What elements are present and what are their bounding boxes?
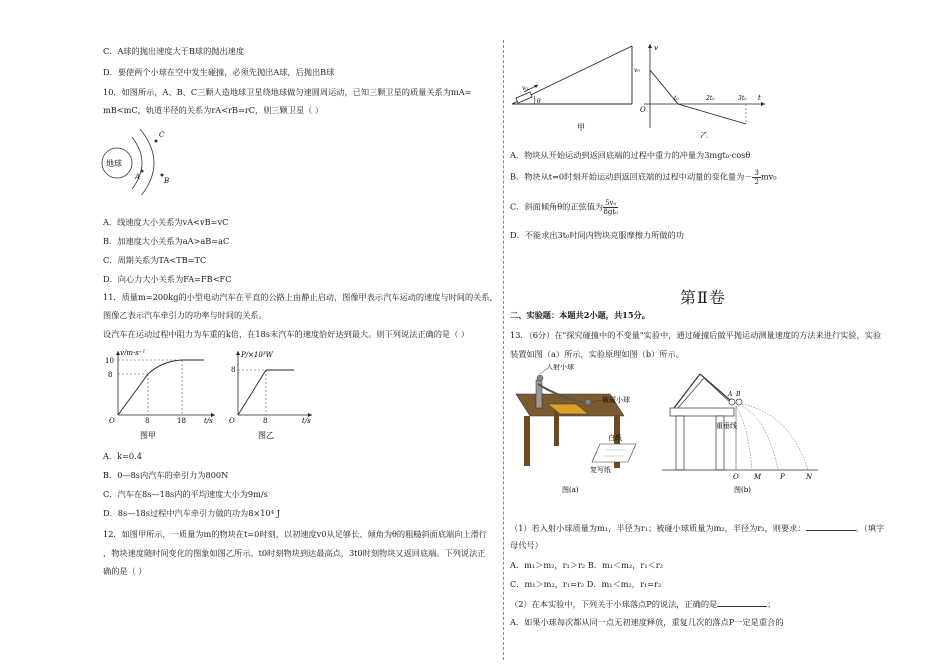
- svg-text:入射小球: 入射小球: [546, 364, 574, 371]
- section-title: 第Ⅱ卷: [680, 288, 726, 307]
- target-ball: [585, 399, 591, 405]
- svg-text:v₀: v₀: [634, 67, 640, 74]
- svg-text:O: O: [640, 106, 646, 114]
- q10-option-b: B．加速度大小关系为aA>aB=aC: [103, 236, 230, 246]
- svg-text:P: P: [780, 473, 785, 481]
- svg-text:P/×10³W: P/×10³W: [241, 351, 273, 359]
- figure-a-apparatus: [510, 364, 650, 496]
- q11-figure-jia: [100, 345, 220, 445]
- svg-text:甲: 甲: [577, 123, 585, 132]
- svg-text:8: 8: [231, 366, 236, 374]
- q12-b-fraction: $\frac{3}{2}$: [754, 169, 759, 186]
- svg-text:8: 8: [145, 417, 150, 425]
- chute-b: [674, 374, 700, 408]
- svg-text:t: t: [758, 94, 761, 102]
- svg-text:B: B: [736, 391, 741, 398]
- svg-text:t₀: t₀: [674, 95, 679, 102]
- svg-text:v: v: [654, 44, 658, 52]
- figure-b-principle: [660, 364, 820, 496]
- q10-option-a: A．线速度大小关系为vA<vB=vC: [103, 217, 229, 227]
- q13-part2-option-a: A．如果小球每次都从同一点无初速度释放，重复几次的落点P一定是重合的: [510, 617, 784, 627]
- q11-stem-line3: 设汽车在运动过程中阻力为车重的k倍，在18s末汽车的速度恰好达到最大。则下列说法正确的是（ ）: [103, 329, 470, 339]
- svg-text:v₀: v₀: [522, 85, 528, 92]
- svg-text:O: O: [109, 417, 115, 425]
- q13-part1-options-cd: C．m₁＞m₂，r₁=r₂ D．m₁＜m₂，r₁=r₂: [510, 579, 662, 589]
- label-a: A: [135, 173, 141, 181]
- svg-text:2t₀: 2t₀: [706, 95, 715, 102]
- label-c: C: [159, 131, 165, 139]
- svg-text:10: 10: [105, 357, 114, 365]
- ball-a: [729, 399, 735, 405]
- svg-text:t/s: t/s: [204, 417, 213, 425]
- q12-option-d: D．不能求出3t₀时间内物块克服摩擦力所做的功: [510, 230, 684, 240]
- q12-option-b: B．物块从t=0时刻开始运动到返回底端的过程中动量的变化量为－ $\frac{3}{2}$ mv₀: [510, 169, 777, 186]
- q12-figure-yi: [630, 38, 770, 138]
- q9-option-d: D．要使两个小球在空中发生碰撞，必须先抛出A球，后抛出B球: [103, 67, 335, 77]
- q12-stem-line2: ，物块速度随时间变化的图象如图乙所示。t0时刻物块到达最高点，3t0时刻物块又返回底端。下列说法正: [103, 548, 486, 558]
- q11-option-c: C．汽车在8s—18s内的平均速度大小为9m/s: [103, 489, 268, 499]
- svg-text:A: A: [728, 391, 733, 398]
- svg-text:8: 8: [108, 371, 113, 379]
- svg-text:18: 18: [177, 417, 186, 425]
- q12-c-fraction: $\frac{\text{5v₀}}{\text{8gt₀}}$: [603, 199, 618, 216]
- q11-figure-yi: [228, 345, 318, 445]
- svg-text:图甲: 图甲: [140, 431, 156, 440]
- q11-option-a: A．k=0.4: [103, 451, 142, 461]
- svg-text:图(b): 图(b): [734, 486, 751, 494]
- q10-option-d: D．向心力大小关系为FA=FB<FC: [103, 274, 232, 284]
- orbit-a: [132, 137, 142, 189]
- svg-text:重垂线: 重垂线: [716, 422, 737, 430]
- svg-text:被碰小球: 被碰小球: [602, 396, 630, 404]
- svg-text:O: O: [229, 417, 235, 425]
- q10-stem-line2: mB<mC，轨道半径的关系为rA<rB=rC，则三颗卫星（ ）: [103, 105, 324, 115]
- q11-option-b: B．0—8s内汽车的牵引力为800N: [103, 470, 229, 480]
- q13-part2: （2）在本实验中，下列关于小球落点P的说法，正确的是 ；: [510, 599, 776, 609]
- q11-stem-line2: 图像乙表示汽车牵引力的功率与时间的关系。: [103, 310, 267, 320]
- svg-text:θ: θ: [537, 98, 541, 105]
- svg-text:M: M: [754, 473, 762, 481]
- column-divider: [503, 40, 504, 660]
- table-board: [670, 408, 734, 416]
- q12-stem-line1: 12．如图甲所示，一质量为m的物块在t=0时刻，以初速度v0从足够长、倾角为θ的粗糙斜面底端向上滑行: [103, 529, 487, 539]
- section2-heading: 二、实验题：本题共2小题，共15分。: [510, 310, 650, 320]
- svg-text:3t₀: 3t₀: [738, 95, 747, 102]
- satellite-c: [155, 140, 158, 143]
- svg-text:复写纸: 复写纸: [590, 466, 611, 474]
- q11-option-d: D．8s—18s过程中汽车牵引力做的功为8×10⁴ J: [103, 508, 280, 518]
- satellite-a: [141, 170, 144, 173]
- q13-part1: （1）若入射小球质量为m₁，半径为r₁；被碰小球质量为m₂，半径为r₂，则要求： 。（填字: [510, 523, 885, 533]
- q12-figure-jia: [510, 38, 650, 138]
- leg-left: [676, 416, 684, 470]
- svg-text:8: 8: [263, 417, 268, 425]
- svg-text:O: O: [733, 473, 739, 481]
- answer-blank-2: [717, 598, 767, 607]
- q10-orbit-figure: [100, 125, 180, 195]
- svg-text:白纸: 白纸: [608, 434, 622, 442]
- answer-blank-1: [806, 522, 856, 531]
- block: [516, 92, 532, 103]
- svg-text:N: N: [806, 473, 813, 481]
- q13-part1-tail: 母代号）: [510, 540, 543, 550]
- q9-option-c: C．A球的抛出速度大于B球的抛出速度: [103, 46, 245, 56]
- white-paper: [592, 444, 636, 462]
- ball-b: [736, 399, 742, 405]
- svg-text:t/s: t/s: [302, 417, 311, 425]
- q12-option-c: C．斜面倾角θ的正弦值为 $\frac{\text{5v₀}}{\text{8gt₀}}$: [510, 199, 618, 216]
- q13-stem-line2: 装置如图（a）所示，实验原理如图（b）所示。: [510, 349, 684, 359]
- table-leg-left: [524, 416, 530, 466]
- q10-stem-line1: 10．如图所示，A、B、C三颗人造地球卫星绕地球做匀速圆周运动，已知三颗卫星的质量关系为mA=: [103, 87, 472, 97]
- q13-part1-options-ab: A．m₁＞m₂，r₁＞r₂ B．m₁＜m₂，r₁＜r₂: [510, 560, 664, 570]
- q12-option-a: A．物块从开始运动到返回底端的过程中重力的冲量为3mgt₀·cosθ: [510, 150, 751, 160]
- incident-ball: [537, 375, 543, 381]
- svg-text:图(a): 图(a): [562, 486, 579, 494]
- q12-stem-line3: 确的是（ ）: [103, 566, 147, 576]
- q10-option-c: C．周期关系为TA<TB=TC: [103, 255, 207, 265]
- svg-text:v/m·s⁻¹: v/m·s⁻¹: [120, 349, 146, 357]
- svg-text:图乙: 图乙: [258, 431, 274, 440]
- q11-stem-line1: 11．质量m=200kg的小型电动汽车在平直的公路上由静止启动，图像甲表示汽车运动的速度与时间的关系，: [103, 292, 498, 302]
- svg-text:乙: 乙: [700, 131, 708, 138]
- q13-stem-line1: 13．（6分）在"探究碰撞中的不变量"实验中，通过碰撞后做平抛运动测量速度的方法来进行实验，实验: [510, 330, 882, 340]
- label-b: B: [164, 177, 170, 185]
- earth-label: 地球: [106, 159, 122, 168]
